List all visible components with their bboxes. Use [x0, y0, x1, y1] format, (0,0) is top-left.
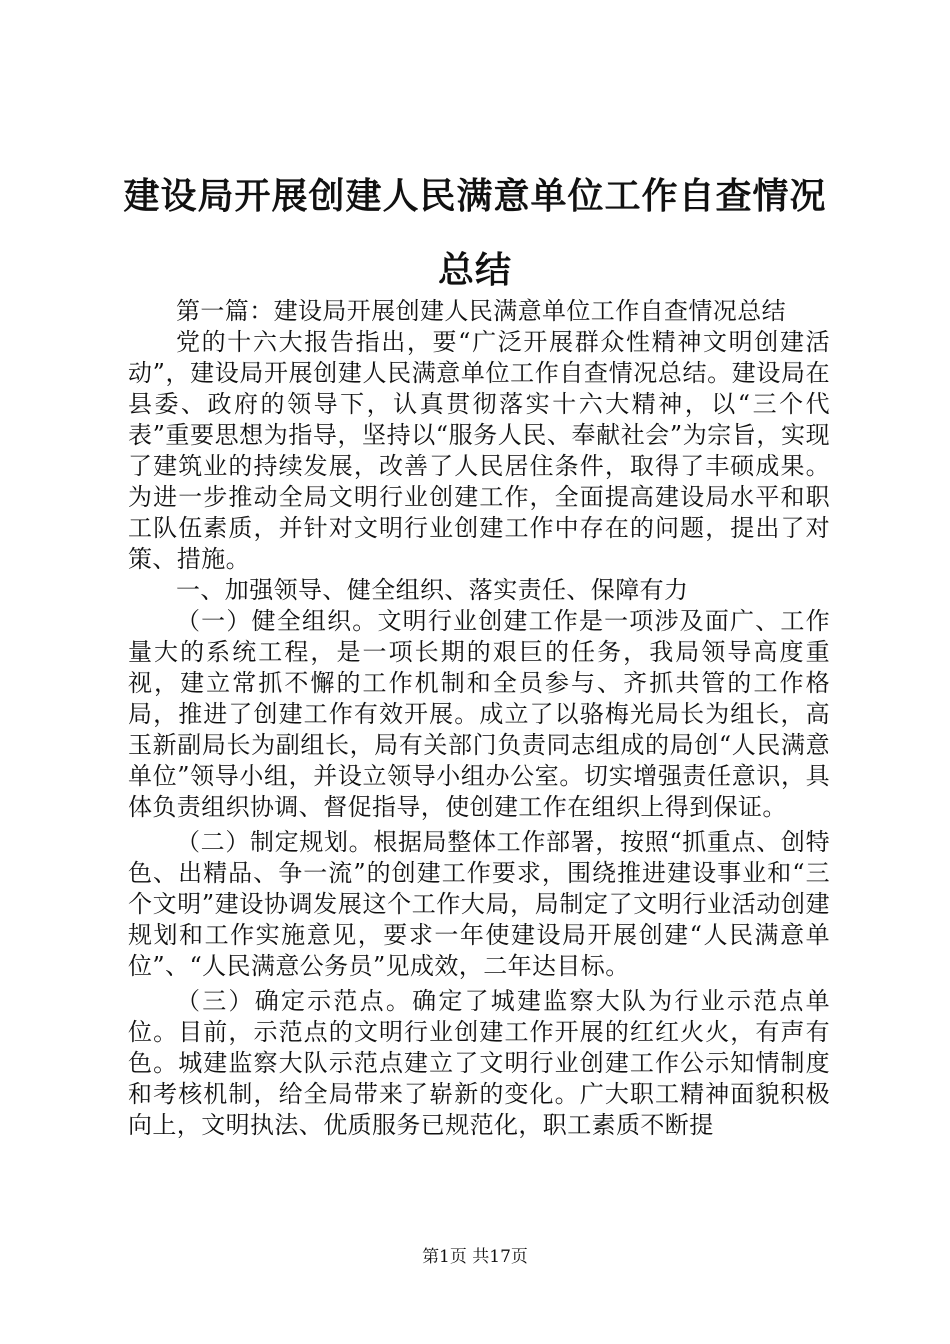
paragraph-planning: （二）制定规划。根据局整体工作部署，按照“抓重点、创特色、出精品、争一流”的创建工作要求，围绕推进建设事业和“三个文明”建设协调发展这个工作大局，局制定了文明行业活动创建规划和工作实施意见，要求一年使建设局开展创建“人民满意单位”、“人民满意公务员”见成效，二年达目标。	[128, 828, 830, 980]
paragraph-organization: （一）健全组织。文明行业创建工作是一项涉及面广、工作量大的系统工程，是一项长期的艰巨的任务，我局领导高度重视，建立常抓不懈的工作机制和全员参与、齐抓共管的工作格局，推进了创建工作有效开展。成立了以骆梅光局长为组长，高玉新副局长为副组长，局有关部门负责同志组成的局创“人民满意单位”领导小组，并设立领导小组办公室。切实增强责任意识，具体负责组织协调、督促指导，使创建工作在组织上得到保证。	[128, 607, 830, 821]
paragraph-heading: 第一篇：建设局开展创建人民满意单位工作自查情况总结	[176, 297, 786, 325]
document-title: 建设局开展创建人民满意单位工作自查情况总结	[123, 176, 827, 291]
paragraph-demonstration: （三）确定示范点。确定了城建监察大队为行业示范点单位。目前，示范点的文明行业创建工作开展的红红火火，有声有色。城建监察大队示范点建立了文明行业创建工作公示知情制度和考核机制，给全局带来了崭新的变化。广大职工精神面貌积极向上，文明执法、优质服务已规范化，职工素质不断提	[128, 987, 830, 1139]
document-body	[128, 296, 830, 1141]
section-heading: 一、加强领导、健全组织、落实责任、保障有力	[176, 576, 689, 604]
paragraph-intro: 党的十六大报告指出，要“广泛开展群众性精神文明创建活动”，建设局开展创建人民满意单位工作自查情况总结。建设局在县委、政府的领导下，认真贯彻落实十六大精神，以“三个代表”重要思想为指导，坚持以“服务人民、奉献社会”为宗旨，实现了建筑业的持续发展，改善了人民居住条件，取得了丰硕成果。为进一步推动全局文明行业创建工作，全面提高建设局水平和职工队伍素质，并针对文明行业创建工作中存在的问题，提出了对策、措施。	[128, 328, 830, 573]
page-number: 第1页 共17页	[422, 1247, 528, 1267]
